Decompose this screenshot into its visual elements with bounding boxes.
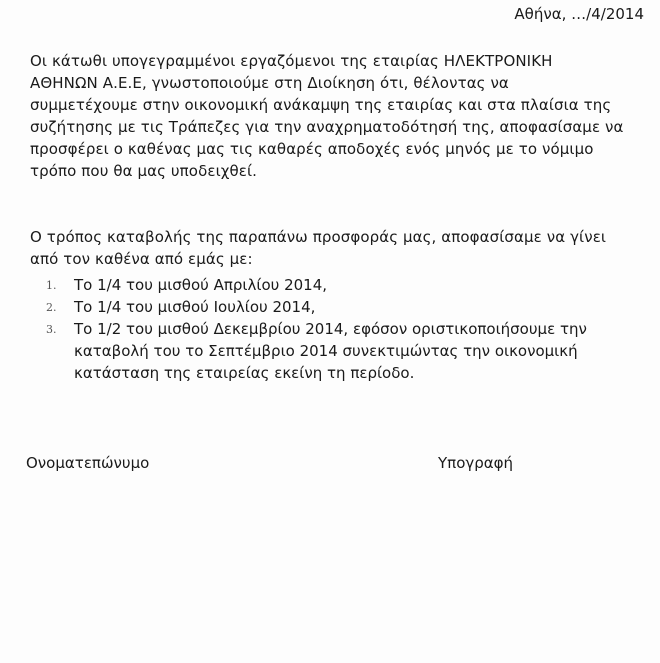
list-item-text: Το 1/4 του μισθού Ιουλίου 2014, — [74, 298, 316, 316]
list-number: 1. — [46, 279, 57, 292]
installment-list — [46, 274, 587, 384]
list-item — [46, 274, 587, 296]
list-item-text: καταβολή του το Σεπτέμβριο 2014 συνεκτιμώντας την οικονομική — [74, 342, 578, 360]
name-label: Ονοματεπώνυμο — [26, 454, 150, 472]
paragraph-line: τρόπο που θα μας υποδειχθεί. — [30, 162, 258, 180]
paragraph-line: ΑΘΗΝΩΝ Α.Ε.Ε, γνωστοποιούμε στη Διοίκηση ότι, θέλοντας να — [30, 74, 509, 92]
list-item-text: Το 1/4 του μισθού Απριλίου 2014, — [74, 276, 328, 294]
list-item — [46, 318, 587, 384]
paragraph-line: συζήτησης με τις Τράπεζες για την αναχρηματοδότησή της, αποφασίσαμε να — [30, 118, 624, 136]
paragraph-line: προσφέρει ο καθένας μας τις καθαρές αποδοχές ενός μηνός με το νόμιμο — [30, 140, 594, 158]
date-line: Αθήνα, …/4/2014 — [514, 5, 644, 23]
paragraph-line: συμμετέχουμε στην οικονομική ανάκαμψη της εταιρίας και στα πλαίσια της — [30, 96, 612, 114]
list-item — [46, 296, 587, 318]
paragraph-line: από τον καθένα από εμάς με: — [30, 250, 253, 268]
signature-label: Υπογραφή — [438, 454, 514, 472]
list-item-text: Το 1/2 του μισθού Δεκεμβρίου 2014, εφόσον οριστικοποιήσουμε την — [74, 320, 587, 338]
list-number: 3. — [46, 323, 57, 336]
list-number: 2. — [46, 301, 57, 314]
paragraph-line: Οι κάτωθι υπογεγραμμένοι εργαζόμενοι της εταιρίας ΗΛΕΚΤΡΟΝΙΚΗ — [30, 52, 553, 70]
list-item-text: κατάσταση της εταιρείας εκείνη τη περίοδο. — [74, 364, 415, 382]
paragraph-declaration — [30, 50, 630, 182]
paragraph-line: Ο τρόπος καταβολής της παραπάνω προσφοράς μας, αποφασίσαμε να γίνει — [30, 228, 607, 246]
paragraph-payment-method — [30, 226, 630, 270]
